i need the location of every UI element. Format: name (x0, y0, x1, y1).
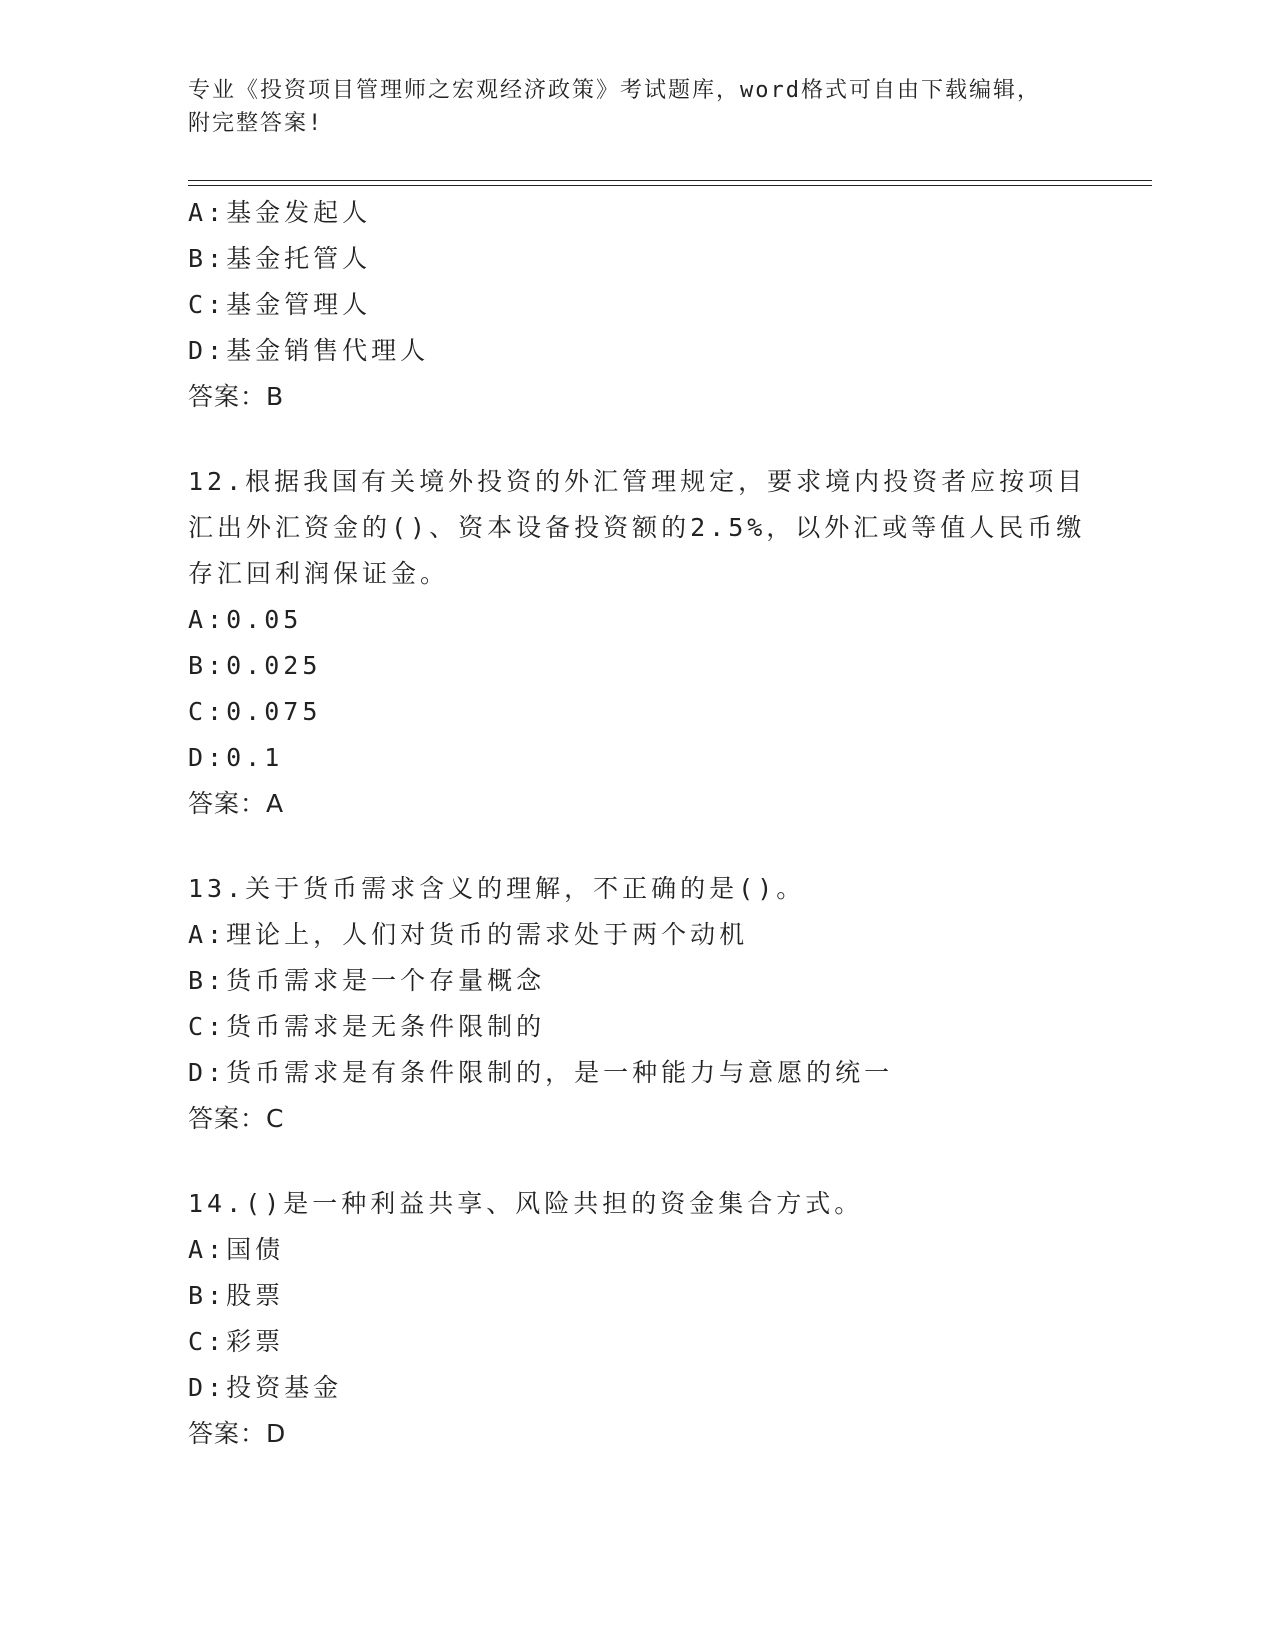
question-text-line (188, 1181, 1088, 1227)
answer-value: C (266, 1104, 285, 1133)
question-12 (188, 459, 1088, 827)
option-d (188, 1050, 1088, 1096)
answer-value: D (266, 1419, 287, 1448)
option-label: D: (188, 743, 227, 772)
option-text: 基金托管人 (226, 244, 372, 273)
option-label: D: (188, 1373, 227, 1402)
answer-label: 答案： (188, 1419, 267, 1448)
header-line-1: 专业《投资项目管理师之宏观经济政策》考试题库，word格式可自由下载编辑， (188, 78, 1041, 103)
option-a (188, 912, 1088, 958)
question-text: 关于货币需求含义的理解，不正确的是()。 (245, 874, 806, 903)
question-11-continued (188, 190, 1088, 420)
option-text: 0.1 (226, 743, 284, 772)
option-text: 基金销售代理人 (226, 336, 430, 365)
question-text: 根据我国有关境外投资的外汇管理规定，要求境内投资者应按项目 (245, 467, 1087, 496)
option-a (188, 1227, 1088, 1273)
option-text: 货币需求是有条件限制的，是一种能力与意愿的统一 (226, 1058, 894, 1087)
answer-line (188, 374, 1088, 420)
option-b (188, 236, 1088, 282)
option-label: A: (188, 1235, 227, 1264)
option-text: 投资基金 (226, 1373, 343, 1402)
option-label: A: (188, 198, 227, 227)
option-text: 货币需求是一个存量概念 (226, 966, 546, 995)
option-d (188, 328, 1088, 374)
option-b (188, 643, 1088, 689)
answer-label: 答案： (188, 789, 267, 818)
answer-value: B (266, 382, 285, 411)
question-text-line: 汇出外汇资金的()、资本设备投资额的2.5%，以外汇或等值人民币缴 (188, 513, 1086, 542)
option-label: D: (188, 336, 227, 365)
question-number: 13. (188, 874, 246, 903)
option-text: 股票 (226, 1281, 285, 1310)
option-label: A: (188, 920, 227, 949)
question-list (188, 190, 1088, 1457)
option-text: 0.025 (226, 651, 322, 680)
option-text: 基金管理人 (226, 290, 372, 319)
header-line-2: 附完整答案! (188, 111, 324, 136)
option-a (188, 597, 1088, 643)
option-d (188, 1365, 1088, 1411)
option-text: 国债 (226, 1235, 285, 1264)
option-text: 0.075 (226, 697, 322, 726)
option-text: 0.05 (226, 605, 303, 634)
question-text-line (188, 866, 1088, 912)
option-text: 彩票 (226, 1327, 285, 1356)
option-c (188, 1004, 1088, 1050)
option-label: B: (188, 966, 227, 995)
option-c (188, 689, 1088, 735)
question-text-line: 存汇回利润保证金。 (188, 559, 450, 588)
option-label: C: (188, 1327, 227, 1356)
option-b (188, 1273, 1088, 1319)
option-label: C: (188, 290, 227, 319)
question-14 (188, 1181, 1088, 1457)
option-label: C: (188, 697, 227, 726)
header-divider-top (188, 180, 1152, 181)
question-text-line (188, 459, 1088, 505)
answer-line (188, 781, 1088, 827)
option-c (188, 1319, 1088, 1365)
question-13 (188, 866, 1088, 1142)
answer-label: 答案： (188, 1104, 267, 1133)
question-number: 14. (188, 1189, 246, 1218)
question-text: ()是一种利益共享、风险共担的资金集合方式。 (245, 1189, 864, 1218)
option-text: 理论上，人们对货币的需求处于两个动机 (226, 920, 749, 949)
option-text: 基金发起人 (226, 198, 372, 227)
option-a (188, 190, 1088, 236)
answer-line (188, 1411, 1088, 1457)
option-label: D: (188, 1058, 227, 1087)
answer-line (188, 1096, 1088, 1142)
option-text: 货币需求是无条件限制的 (226, 1012, 546, 1041)
question-number: 12. (188, 467, 246, 496)
option-d (188, 735, 1088, 781)
answer-label: 答案： (188, 382, 267, 411)
option-label: B: (188, 244, 227, 273)
option-c (188, 282, 1088, 328)
option-label: C: (188, 1012, 227, 1041)
option-label: B: (188, 651, 227, 680)
option-label: B: (188, 1281, 227, 1310)
document-header (188, 74, 1068, 140)
option-b (188, 958, 1088, 1004)
header-divider-bottom (188, 185, 1152, 186)
option-label: A: (188, 605, 227, 634)
answer-value: A (266, 789, 285, 818)
